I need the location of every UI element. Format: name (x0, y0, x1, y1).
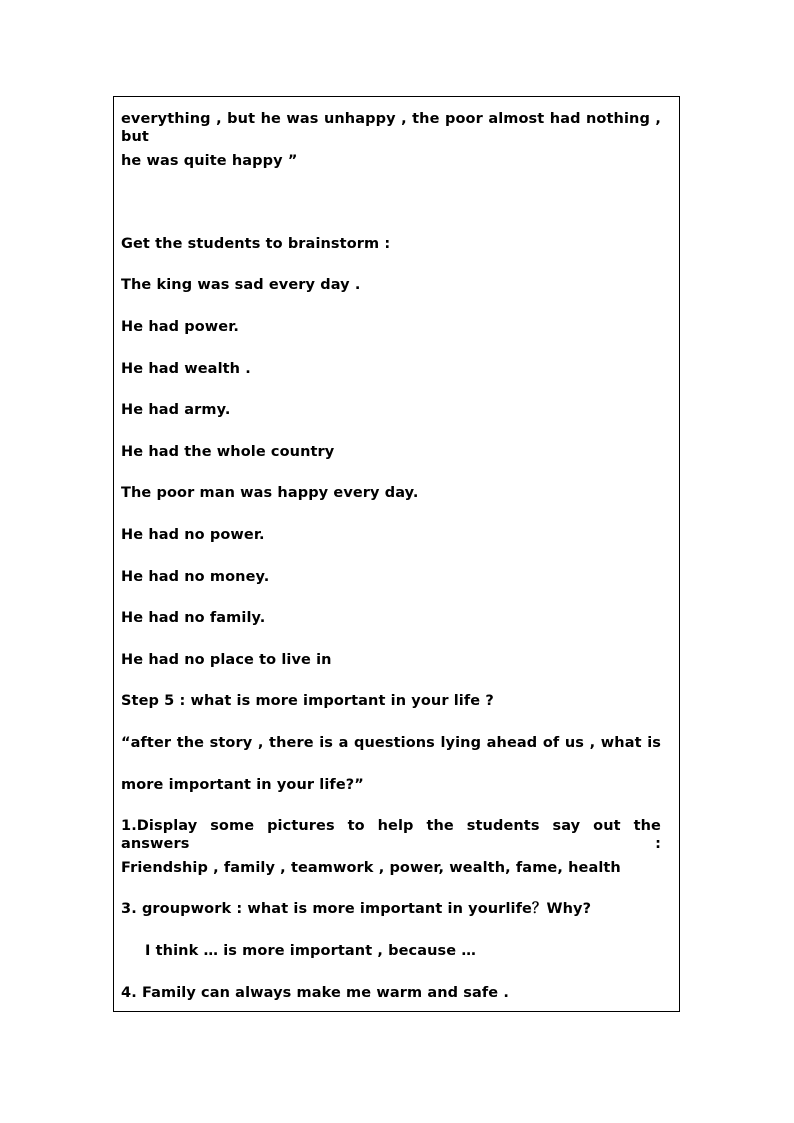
text-line: He had no money. (121, 569, 270, 585)
text-line: Friendship , family , teamwork , power, wealth, fame, health (121, 860, 621, 876)
text-line: Get the students to brainstorm : (121, 236, 391, 252)
text-line: The poor man was happy every day. (121, 485, 419, 501)
text-line: He had wealth . (121, 361, 251, 377)
text-line: he was quite happy ” (121, 153, 298, 169)
text-line: everything , but he was unhappy , the poor almost had nothing , but (121, 111, 661, 145)
text-line: He had army. (121, 402, 231, 418)
text-line: He had power. (121, 319, 240, 335)
text-line: He had no family. (121, 610, 266, 626)
text-line: more important in your life?” (121, 777, 364, 793)
document-page-box (113, 96, 680, 1012)
text-line: 4. Family can always make me warm and safe . (121, 985, 509, 1001)
text-line: 3. groupwork : what is more important in yourlife？Why? (121, 901, 592, 917)
text-line: He had the whole country (121, 444, 335, 460)
text-line: “after the story , there is a questions lying ahead of us , what is (121, 735, 661, 751)
text-line: The king was sad every day . (121, 277, 361, 293)
text-line: He had no place to live in (121, 652, 332, 668)
step-heading: Step 5 : what is more important in your life ? (121, 693, 494, 709)
text-line: 1.Display some pictures to help the students say out the answers : (121, 818, 661, 852)
text-line: I think … is more important , because … (145, 943, 476, 959)
text-line: He had no power. (121, 527, 265, 543)
